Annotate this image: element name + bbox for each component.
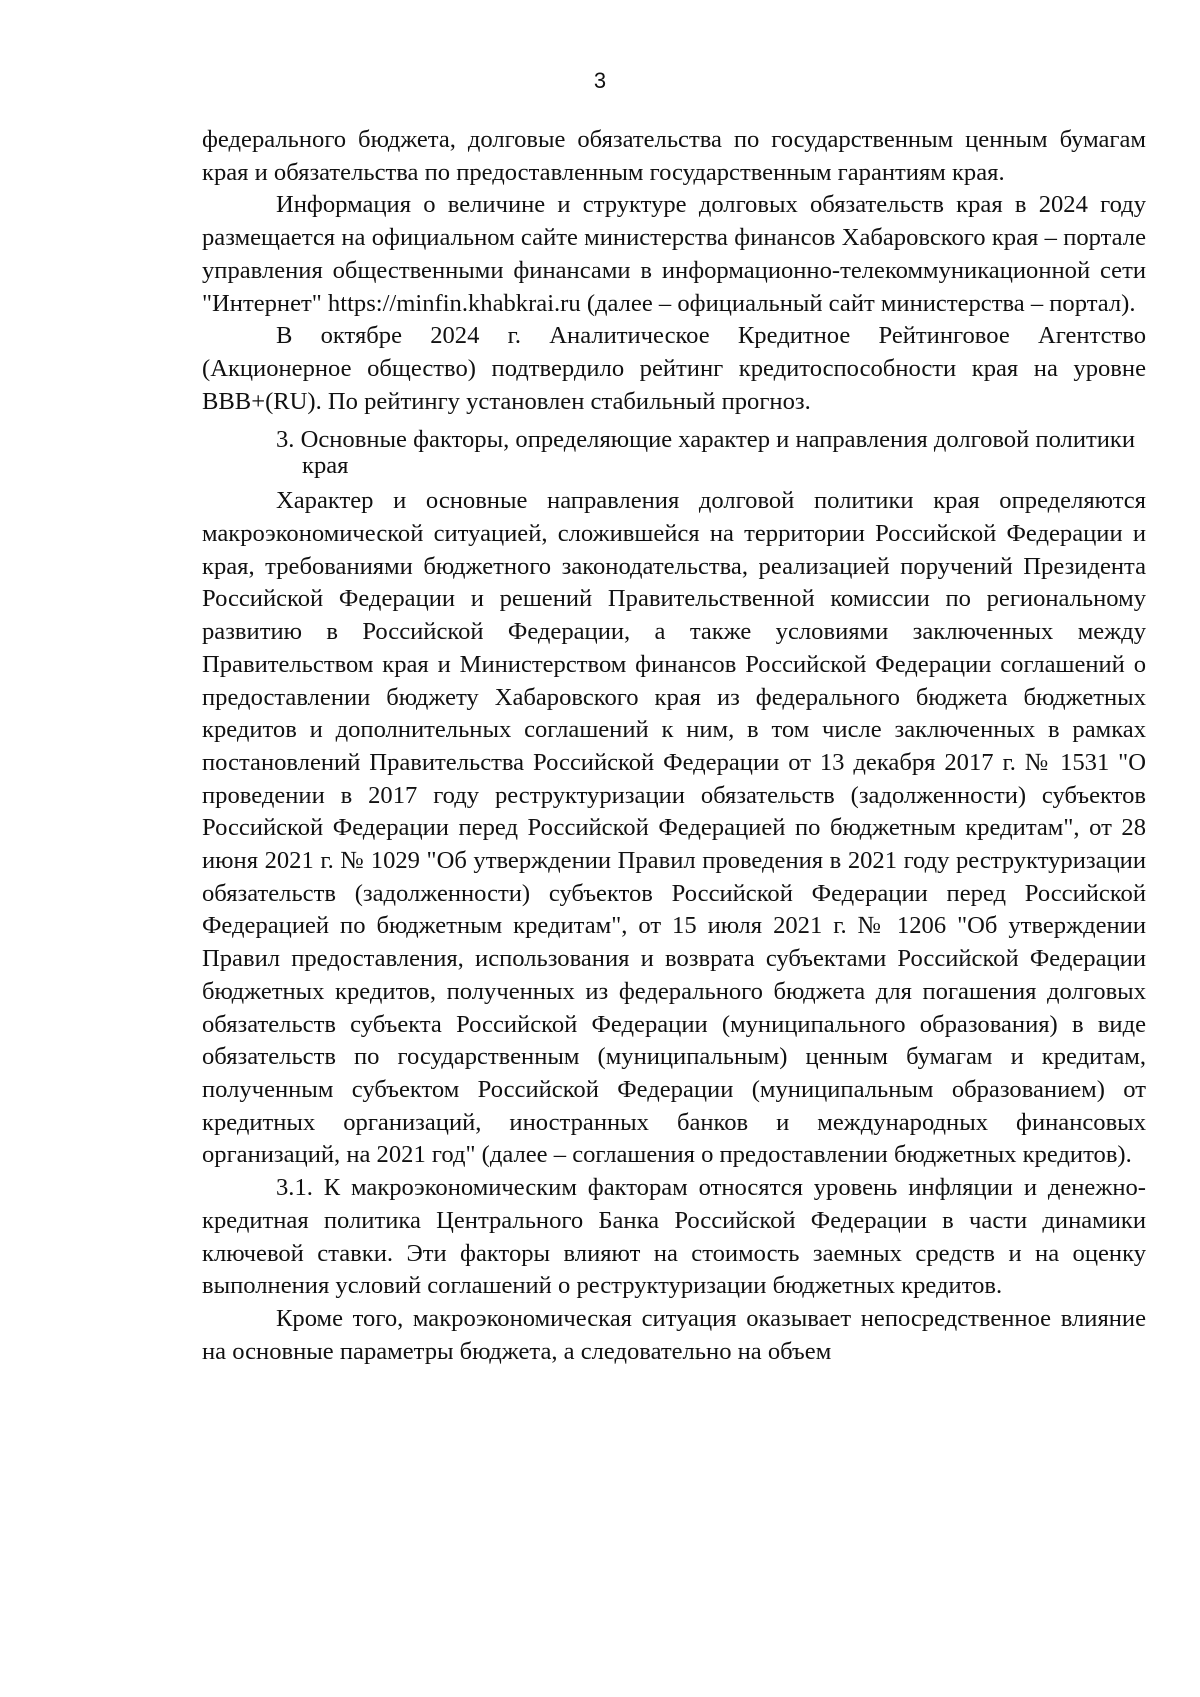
document-body	[202, 124, 1146, 1368]
section-heading-3: 3. Основные факторы, определяющие характер и направления долговой политики края	[276, 426, 1136, 480]
paragraph-debt-info-publication: Информация о величине и структуре долговых обязательств края в 2024 году размещается на официальном сайте министерства финансов Хабаровского края – портале управления общественными финансами в информационно-телекоммуникационной сети "Интернет" https://minfin.khabkrai.ru (далее – официальный сайт министерства – портал).	[202, 191, 1146, 317]
paragraph-macroeconomic-factors: 3.1. К макроэкономическим факторам относятся уровень инфляции и денежно-кредитная политика Центрального Банка Российской Федерации в части динамики ключевой ставки. Эти факторы влияют на стоимость заемных средств и на оценку выполнения условий соглашений о реструктуризации бюджетных кредитов.	[202, 1174, 1146, 1300]
paragraph-credit-rating: В октябре 2024 г. Аналитическое Кредитное Рейтинговое Агентство (Акционерное общество) подтвердило рейтинг кредитоспособности края на уровне BBB+(RU). По рейтингу установлен стабильный прогноз.	[202, 322, 1146, 415]
paragraph-debt-obligations-end: федерального бюджета, долговые обязательства по государственным ценным бумагам края и обязательства по предоставленным государственным гарантиям края.	[202, 126, 1146, 186]
paragraph-debt-policy-factors: Характер и основные направления долговой политики края определяются макроэкономической ситуацией, сложившейся на территории Российской Федерации и края, требованиями бюджетного законодательства, реализацией поручений Президента Российской Федерации и решений Правительственной комиссии по региональному развитию в Российской Федерации, а также условиями заключенных между Правительством края и Министерством финансов Российской Федерации соглашений о предоставлении бюджету Хабаровского края из федерального бюджета бюджетных кредитов и дополнительных соглашений к ним, в том числе заключенных в рамках постановлений Правительства Российской Федерации от 13 декабря 2017 г. № 1531 "О проведении в 2017 году реструктуризации обязательств (задолженности) субъектов Российской Федерации перед Российской Федерацией по бюджетным кредитам", от 28 июня 2021 г. № 1029 "Об утверждении Правил проведения в 2021 году реструктуризации обязательств (задолженности) субъектов Российской Федерации перед Российской Федерацией по бюджетным кредитам", от 15 июля 2021 г. № 1206 "Об утверждении Правил предоставления, использования и возврата субъектами Российской Федерации бюджетных кредитов, полученных из федерального бюджета для погашения долговых обязательств субъекта Российской Федерации (муниципального образования) в виде обязательств по государственным (муниципальным) ценным бумагам и кредитам, полученным субъектом Российской Федерации (муниципальным образованием) от кредитных организаций, иностранных банков и международных финансовых организаций, на 2021 год" (далее – соглашения о предоставлении бюджетных кредитов).	[202, 487, 1146, 1169]
paragraph-budget-parameters: Кроме того, макроэкономическая ситуация оказывает непосредственное влияние на основные параметры бюджета, а следовательно на объем	[202, 1304, 1146, 1365]
page-number: 3	[593, 68, 607, 93]
